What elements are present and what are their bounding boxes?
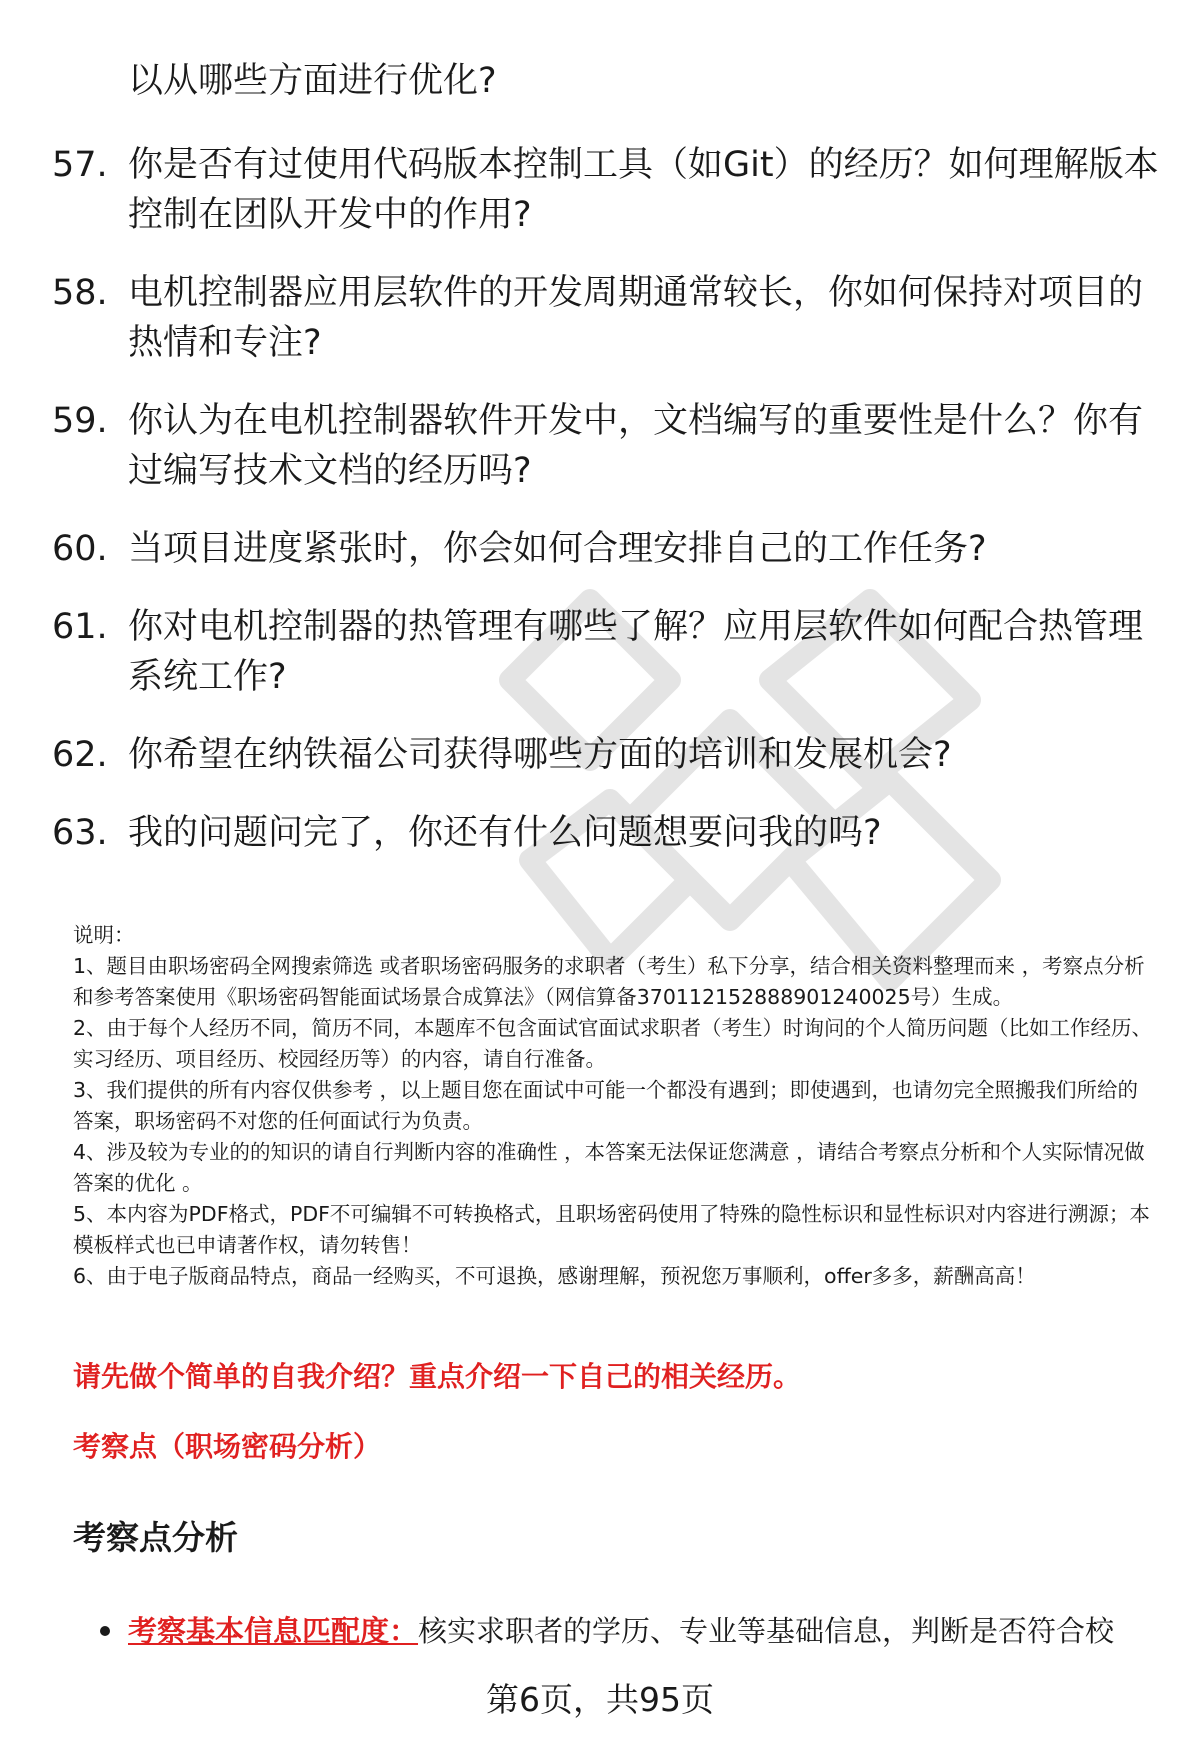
question-number: 62. — [52, 735, 108, 775]
analysis-subheading: 考察点（职场密码分析） — [73, 1430, 382, 1463]
question-item — [52, 730, 1162, 780]
interview-question-heading: 请先做个简单的自我介绍？重点介绍一下自己的相关经历。 — [73, 1360, 802, 1393]
bullet-label: 考察基本信息匹配度： — [128, 1614, 419, 1648]
question-number: 59. — [52, 401, 108, 441]
question-item — [52, 808, 1162, 858]
question-item — [52, 268, 1162, 368]
question-number: 60. — [52, 529, 108, 569]
bullet-item — [100, 1610, 1160, 1652]
question-text: 电机控制器应用层软件的开发周期通常较长，你如何保持对项目的热情和专注? — [128, 273, 1144, 363]
section-heading: 考察点分析 — [73, 1518, 238, 1557]
notes-title: 说明： — [73, 923, 135, 947]
question-number: 63. — [52, 813, 108, 853]
question-text: 当项目进度紧张时，你会如何合理安排自己的工作任务? — [128, 529, 987, 569]
question-number: 57. — [52, 145, 108, 185]
note-item: 6、由于电子版商品特点，商品一经购买，不可退换，感谢理解，预祝您万事顺利，offer多多，薪酬高高！ — [73, 1264, 1036, 1288]
page-footer: 第6页，共95页 — [486, 1680, 714, 1719]
note-item: 5、本内容为PDF格式，PDF不可编辑不可转换格式，且职场密码使用了特殊的隐性标识和显性标识对内容进行溯源；本模板样式也已申请著作权，请勿转售！ — [73, 1202, 1150, 1257]
question-list — [52, 140, 1162, 858]
question-text: 你对电机控制器的热管理有哪些了解？应用层软件如何配合热管理系统工作? — [128, 607, 1144, 697]
question-text: 我的问题问完了，你还有什么问题想要问我的吗? — [128, 813, 882, 853]
question-item — [52, 524, 1162, 574]
question-56-continuation: 以从哪些方面进行优化? — [128, 61, 497, 101]
question-item — [52, 602, 1162, 702]
bullet-dot-icon — [100, 1626, 110, 1636]
question-text: 你希望在纳铁福公司获得哪些方面的培训和发展机会? — [128, 735, 952, 775]
notes-block — [73, 920, 1153, 1292]
question-item — [52, 396, 1162, 496]
question-number: 58. — [52, 273, 108, 313]
bullet-text: 核实求职者的学历、专业等基础信息，判断是否符合校 — [418, 1614, 1115, 1648]
note-item: 2、由于每个人经历不同，简历不同，本题库不包含面试官面试求职者（考生）时询问的个人简历问题（比如工作经历、实习经历、项目经历、校园经历等）的内容，请自行准备。 — [73, 1016, 1153, 1071]
question-item — [52, 140, 1162, 240]
question-text: 你是否有过使用代码版本控制工具（如Git）的经历？如何理解版本控制在团队开发中的作用? — [128, 145, 1159, 235]
note-item: 4、涉及较为专业的的知识的请自行判断内容的准确性 ，本答案无法保证您满意 ，请结合考察点分析和个人实际情况做答案的优化 。 — [73, 1140, 1145, 1195]
question-number: 61. — [52, 607, 108, 647]
question-text: 你认为在电机控制器软件开发中，文档编写的重要性是什么？你有过编写技术文档的经历吗? — [128, 401, 1144, 491]
note-item: 1、题目由职场密码全网搜索筛选 或者职场密码服务的求职者（考生）私下分享，结合相关资料整理而来 ，考察点分析和参考答案使用《职场密码智能面试场景合成算法》（网信算备370112152888901240025号）生成。 — [73, 954, 1145, 1009]
note-item: 3、我们提供的所有内容仅供参考 ，以上题目您在面试中可能一个都没有遇到；即使遇到，也请勿完全照搬我们所给的答案，职场密码不对您的任何面试行为负责。 — [73, 1078, 1139, 1133]
